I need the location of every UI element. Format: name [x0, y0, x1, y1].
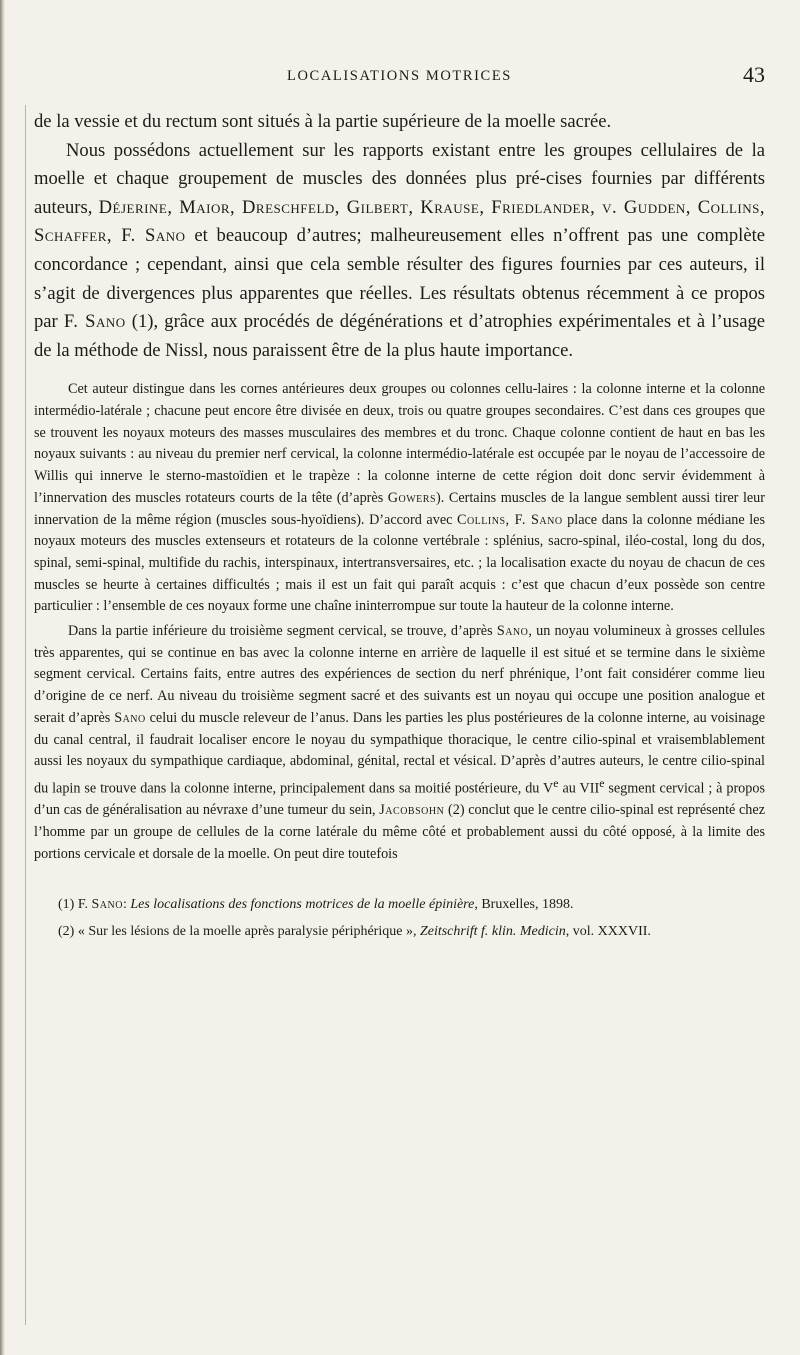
small-paragraph-2 [34, 621, 765, 865]
small-paragraph-2-text-c: celui du muscle releveur de l’anus. Dans les parties les plus postérieures de la colonne interne, au voisinage du canal central, il faudrait localiser encore le noyau du sympathique thoracique, le centre cilio-spinal et vraisemblablement aussi les noyaux du sympathique cardiaque, abdominal, génital, rectal et vésical. D’après d’autres auteurs, le centre cilio-spinal du lapin se trouve dans la colonne interne, principalement dans sa moitié postérieure, du V [34, 709, 765, 797]
footnote-1 [34, 894, 765, 915]
small-paragraph-1-text-a: Cet auteur distingue dans les cornes antérieures deux groupes ou colonnes cellu-laires : la colonne interne et la colonne intermédio-latérale ; chacune peut encore être divisée en deux, trois ou quatre groupes secondaires. C’est dans ces groupes que se trouvent les noyaux moteurs des masses musculaires des membres et du tronc. Chaque colonne contient de haut en bas les noyaux suivants : au niveau du premier nerf cervical, la colonne intermédio-latérale est occupée par le noyau de l’accessoire de Willis qui innerve le sterno-mastoïdien et le trapèze : la colonne interne de cette région doit donc servir évidemment à l’innervation des muscles rotateurs courts de la tête (d’après [34, 381, 765, 506]
small-paragraph-1-text-b: ). Certains muscles de la langue semblent aussi tirer leur innervation de la même région (muscles sous-hyoïdiens). D’accord avec [34, 489, 765, 528]
author-gowers: Gowers [387, 489, 437, 506]
book-page [34, 0, 765, 942]
author-jacobsohn: Jacobsohn [379, 802, 445, 819]
author-collins-sano: Collins, F. Sano [457, 511, 563, 528]
small-paragraph-2-text-b: , un noyau volumineux à grosses cellules très apparentes, qui se continue en bas avec la colonne interne en arrière de laquelle il est situé et se termine dans le sixième segment cervical. Certains faits, entre autres des expériences de section du nerf phrénique, l’ont fait considérer comme lieu d’origine de ce nerf. Au niveau du troisième segment sacré et des suivants est un noyau qui occupe une position analogue et serait d’après [34, 623, 766, 726]
author-sano-1: Sano [496, 623, 529, 640]
small-paragraph-2-text-a: Dans la partie inférieure du troisième segment cervical, se trouve, d’après [68, 623, 497, 640]
footnotes [34, 894, 765, 942]
paragraph-1 [34, 108, 765, 137]
paragraph-1-text: de la vessie et du rectum sont situés à la partie supérieure de la moelle sacrée. [34, 111, 612, 132]
author-sano-2: Sano [114, 709, 146, 726]
author-list: Déjerine, Maior, Dreschfeld, Gilbert, Krause, Friedlander, v. Gudden, Collins, Schaffer, F. Sano [34, 196, 765, 247]
footnote-1-title: Les localisations des fonctions motrices de la moelle épinière [130, 896, 475, 912]
footnote-1-text-b: : [122, 896, 131, 912]
paragraph-2-text-c: (1), grâce aux procédés de dégénérations et d’atrophies expérimentales et à l’usage de la méthode de Nissl, nous paraissent être de la plus haute importance. [34, 311, 766, 361]
footnote-1-author: Sano [91, 896, 123, 912]
footnote-2-journal: Zeitschrift f. klin. Medicin [419, 923, 566, 939]
page-number: 43 [743, 62, 765, 87]
superscript-e-1: e [553, 776, 559, 790]
footnote-1-text-c: , Bruxelles, 1898. [474, 896, 574, 912]
main-text [34, 108, 765, 365]
margin-rule [25, 105, 26, 1325]
footnote-2-text-a: (2) « Sur les lésions de la moelle après paralysie périphérique », [58, 923, 420, 939]
page-binding-shadow [0, 0, 5, 1355]
superscript-e-2: e [599, 776, 605, 790]
running-head [34, 0, 765, 108]
small-paragraph-2-text-f: (2) conclut que le centre cilio-spinal est représenté chez l’homme par un groupe de cellules de la corne latérale du même côté et probablement aussi du côté opposé, à la limite des portions cervicale et dorsale de la moelle. On peut dire toutefois [34, 802, 765, 862]
running-title: LOCALISATIONS MOTRICES [287, 68, 512, 84]
footnote-1-text-a: (1) F. [58, 896, 92, 912]
paragraph-2-text-a: Nous possédons actuellement sur les rapports existant entre les groupes cellulaires de la moelle et chaque groupement de muscles des données plus pré-cises fournies par différents auteurs, [34, 139, 765, 218]
small-paragraph-2-text-d: au VII [558, 780, 600, 797]
paragraph-2 [34, 137, 765, 366]
small-paragraph-1 [34, 379, 765, 618]
footnote-2 [34, 921, 765, 942]
paragraph-2-text-b: et beaucoup d’autres; malheureusement elles n’offrent pas une complète concordance ; cependant, ainsi que cela semble résulter des figures fournies par ces auteurs, il s’agit de divergences plus apparentes que réelles. Les résultats obtenus récemment à ce propos par [34, 225, 766, 333]
small-paragraph-2-text-e: segment cervical ; à propos d’un cas de généralisation au névraxe d’une tumeur du sein, [34, 780, 765, 819]
author-sano: F. Sano [63, 311, 126, 333]
footnote-2-text-c: , vol. XXXVII. [565, 923, 651, 939]
small-paragraph-1-text-c: place dans la colonne médiane les noyaux moteurs des muscles extenseurs et rotateurs de la colonne vertébrale : splénius, sacro-spinal, iléo-costal, long du dos, spinal, semi-spinal, multifide du rachis, interspinaux, intertransversaires, etc. ; la localisation exacte du noyau de chacun de ces muscles se heurte à certaines difficultés ; mais il est un fait qui paraît acquis : c’est que chacun d’eux possède son centre particulier : l’ensemble de ces noyaux forme une chaîne ininterrompue sur toute la hauteur de la colonne interne. [34, 511, 765, 615]
small-print-section [34, 379, 765, 865]
